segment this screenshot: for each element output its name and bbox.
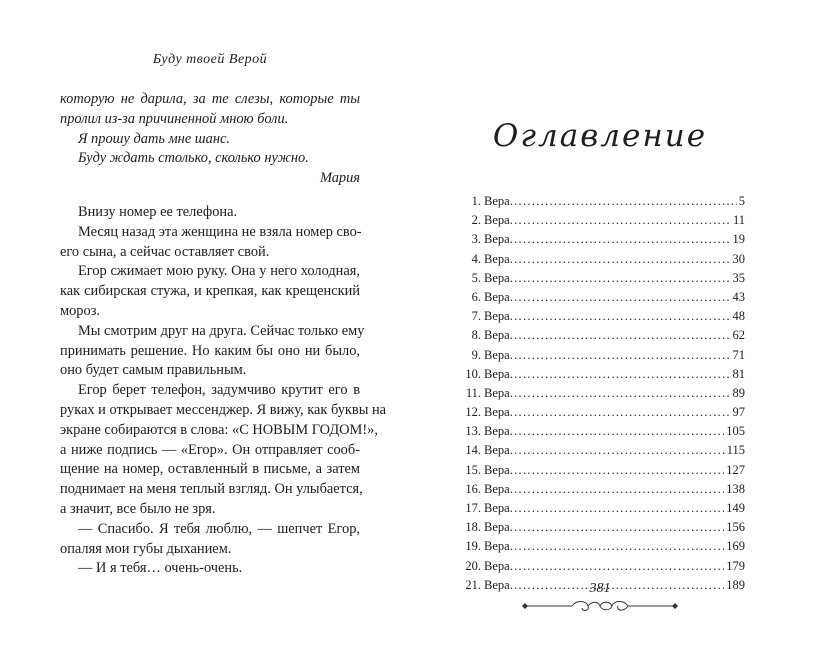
text-line: руках и открывает мессенджер. Я вижу, как буквы на [60, 401, 387, 418]
toc-entry[interactable] [455, 559, 745, 578]
text-line: Я прошу дать мне шанс. [78, 130, 230, 147]
toc-page: 127 [726, 462, 745, 477]
toc-label: Вера [484, 424, 510, 439]
toc-page: 115 [726, 443, 745, 458]
text-line: Мы смотрим друг на друга. Сейчас только ему [78, 322, 365, 339]
toc-leader-dots [510, 309, 731, 324]
toc-label: Вера [484, 462, 510, 477]
toc-number: 15. [465, 462, 481, 477]
toc-label: Вера [484, 443, 510, 458]
toc-entry[interactable] [455, 405, 745, 424]
toc-number: 11. [465, 385, 481, 400]
letter-signature: Мария [319, 170, 360, 187]
toc-entry[interactable] [455, 252, 745, 271]
toc-entry[interactable] [455, 367, 745, 386]
toc-entry[interactable] [455, 443, 745, 462]
toc-leader-dots [510, 367, 731, 382]
toc-number: 12. [465, 405, 481, 420]
toc-leader-dots [510, 482, 725, 497]
toc-number: 3. [471, 232, 481, 247]
toc-entry[interactable] [455, 271, 745, 290]
toc-leader-dots [510, 386, 731, 401]
toc-label: Вера [484, 289, 510, 304]
toc-entry[interactable] [455, 482, 745, 501]
toc-number: 1. [471, 194, 481, 208]
text-line: — Спасибо. Я тебя люблю, — шепчет Егор, [78, 520, 360, 537]
text-line: Егор сжимает мою руку. Она у него холодная, [78, 263, 360, 280]
toc-page: 11 [732, 213, 745, 228]
toc-number: 8. [471, 328, 481, 343]
toc-label: Вера [484, 309, 510, 324]
toc-leader-dots [510, 443, 725, 458]
toc-label: Вера [484, 251, 510, 266]
text-line: щение на номер, оставленный в письме, а затем [60, 461, 360, 478]
text-line: оно будет самым правильным. [60, 362, 247, 379]
toc-number: 14. [465, 443, 481, 458]
toc-leader-dots [510, 252, 731, 267]
text-line: а значит, все было не зря. [60, 500, 216, 517]
toc-page: 30 [732, 251, 745, 266]
text-line: Егор берет телефон, задумчиво крутит его в [78, 382, 360, 399]
toc-page: 149 [726, 501, 745, 515]
toc-page: 19 [732, 232, 745, 247]
text-line: как сибирская стужа, и крепкая, как крещенский [60, 283, 360, 300]
toc-number: 2. [471, 213, 481, 228]
toc-entry[interactable] [455, 424, 745, 443]
table-of-contents [455, 194, 745, 597]
toc-leader-dots [510, 348, 731, 363]
text-line: мороз. [60, 302, 100, 319]
body-text [60, 203, 387, 579]
toc-entry[interactable] [455, 501, 745, 520]
toc-number: 9. [471, 347, 481, 362]
ornament-divider-icon [520, 598, 680, 614]
toc-leader-dots [510, 290, 731, 305]
toc-page: 62 [732, 328, 745, 343]
text-line: поднимает на меня теплый взгляд. Он улыбается, [60, 481, 363, 498]
toc-page: 43 [732, 289, 745, 304]
toc-number: 21. [465, 577, 481, 592]
toc-label: Вера [484, 232, 510, 247]
toc-label: Вера [484, 520, 510, 535]
toc-entry[interactable] [455, 348, 745, 367]
toc-leader-dots [510, 271, 731, 286]
toc-leader-dots [510, 194, 737, 209]
toc-number: 10. [465, 366, 481, 381]
toc-label: Вера [484, 270, 510, 285]
toc-leader-dots [510, 405, 731, 420]
toc-number: 20. [465, 558, 481, 573]
text-line: Месяц назад эта женщина не взяла номер сво- [78, 223, 362, 240]
toc-leader-dots [510, 328, 731, 343]
toc-label: Вера [484, 194, 510, 208]
toc-label: Вера [484, 558, 510, 573]
toc-page: 89 [732, 385, 745, 400]
toc-leader-dots [510, 520, 725, 535]
text-line: Внизу номер ее телефона. [78, 204, 238, 220]
text-line: которую не дарила, за те слезы, которые ты [60, 91, 360, 107]
toc-label: Вера [484, 385, 510, 400]
toc-number: 16. [465, 481, 481, 496]
toc-entry[interactable] [455, 290, 745, 309]
toc-page: 71 [732, 347, 745, 362]
toc-page: 105 [726, 424, 745, 439]
toc-label: Вера [484, 328, 510, 343]
toc-label: Вера [484, 501, 510, 515]
toc-entry[interactable] [455, 463, 745, 482]
toc-label: Вера [484, 405, 510, 420]
toc-page: 48 [732, 309, 745, 324]
text-line: пролил из-за причиненной мною боли. [60, 110, 289, 127]
toc-page: 81 [732, 366, 745, 381]
toc-leader-dots [510, 463, 725, 478]
toc-number: 5. [471, 270, 481, 285]
toc-page: 97 [732, 405, 745, 420]
toc-label: Вера [484, 481, 510, 496]
toc-page: 35 [732, 270, 745, 285]
toc-page: 189 [726, 577, 745, 592]
page-number: 381 [589, 581, 611, 596]
text-line: принимать решение. Но каким бы оно ни было, [60, 342, 360, 359]
toc-label: Вера [484, 366, 510, 381]
toc-number: 7. [471, 309, 481, 324]
text-line: Буду ждать столько, сколько нужно. [78, 150, 309, 167]
toc-label: Вера [484, 347, 510, 362]
text-line: экране собираются в слова: «С НОВЫМ ГОДОМ!», [60, 421, 378, 438]
toc-number: 18. [465, 520, 481, 535]
text-line: опаляя мои губы дыханием. [60, 540, 232, 557]
toc-label: Вера [484, 577, 510, 592]
toc-number: 17. [465, 501, 481, 515]
toc-entry[interactable] [455, 194, 745, 213]
text-line: его сына, а сейчас оставляет свой. [60, 243, 270, 260]
toc-page: 5 [738, 194, 745, 208]
toc-leader-dots [510, 559, 725, 574]
toc-number: 19. [465, 539, 481, 554]
toc-leader-dots [510, 501, 725, 516]
toc-page: 138 [726, 481, 745, 496]
text-line: — И я тебя… очень-очень. [78, 560, 243, 577]
toc-entry[interactable] [455, 309, 745, 328]
letter-text [60, 90, 360, 189]
toc-number: 4. [471, 251, 481, 266]
toc-page: 179 [726, 558, 745, 573]
toc-entry[interactable] [455, 520, 745, 539]
toc-title: Оглавление [492, 118, 708, 154]
toc-entry[interactable] [455, 232, 745, 251]
running-head: Буду твоей Верой [152, 52, 268, 67]
toc-leader-dots [510, 424, 725, 439]
toc-entry[interactable] [455, 539, 745, 558]
toc-number: 6. [471, 289, 481, 304]
toc-leader-dots [510, 213, 731, 228]
text-line: а ниже подпись — «Егор». Он отправляет сооб- [60, 441, 360, 458]
toc-entry[interactable] [455, 328, 745, 347]
toc-number: 13. [465, 424, 481, 439]
toc-label: Вера [484, 213, 510, 228]
toc-entry[interactable] [455, 213, 745, 232]
toc-leader-dots [510, 232, 731, 247]
toc-leader-dots [510, 539, 725, 554]
toc-page: 156 [726, 520, 745, 535]
toc-label: Вера [484, 539, 510, 554]
toc-entry[interactable] [455, 386, 745, 405]
toc-page: 169 [726, 539, 745, 554]
